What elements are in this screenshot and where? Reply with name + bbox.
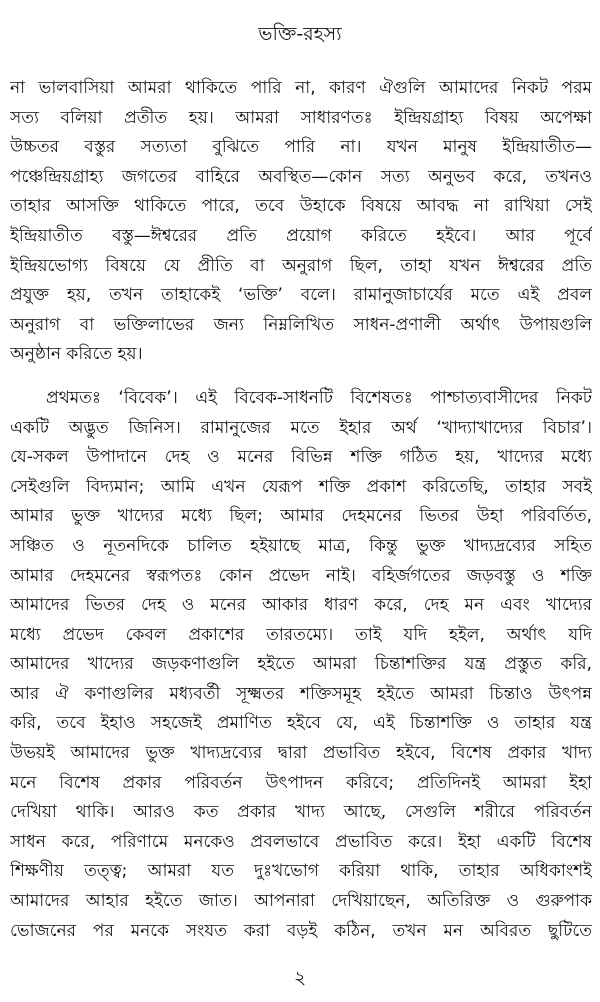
text-line: মনে বিশেষ প্রকার পরিবর্তন উৎপাদন করিবে; প্রতিদিনই আমরা ইহা	[10, 772, 592, 793]
text-line: দেখিয়া থাকি। আরও কত প্রকার খাদ্য আছে, সেগুলি শরীরে পরিবর্তন	[10, 802, 592, 823]
text-line: তাহার আসক্তি থাকিতে পারে, তবে উহাকে বিষয়ে আবদ্ধ না রাখিয়া সেই	[10, 196, 592, 217]
text-line: সাধন করে, পরিণামে মনকেও প্রবলভাবে প্রভাবিত করে। ইহা একটি বিশেষ	[10, 831, 592, 852]
page-title: ভক্তি-রহস্য	[258, 23, 342, 45]
text-line: আমাদের ভিতর দেহ ও মনের আকার ধারণ করে, দেহ মন এবং খাদ্যের	[10, 595, 592, 616]
text-line: আমার ভুক্ত খাদ্যের মধ্যে ছিল; আমার দেহমনের ভিতর উহা পরিবর্তিত,	[10, 506, 592, 527]
text-line: অনুরাগ বা ভক্তিলাভের জন্য নিম্নলিখিত সাধন-প্রণালী অর্থাৎ উপায়গুলি	[10, 314, 592, 335]
text-line: উভয়ই আমাদের ভুক্ত খাদ্যদ্রব্যের দ্বারা প্রভাবিত হইবে, বিশেষ প্রকার খাদ্য	[10, 743, 592, 764]
text-line: অনুষ্ঠান করিতে হয়।	[10, 344, 143, 365]
text-line: প্রযুক্ত হয়, তখন তাহাকেই ‘ভক্তি’ বলে। রামানুজাচার্যের মতে এই প্রবল	[10, 285, 592, 306]
text-line: না ভালবাসিয়া আমরা থাকিতে পারি না, কারণ ঐগুলি আমাদের নিকট পরম	[10, 78, 592, 98]
text-line: সত্য বলিয়া প্রতীত হয়। আমরা সাধারণতঃ ইন্দ্রিয়গ্রাহ্য বিষয় অপেক্ষা	[10, 107, 592, 128]
text-line: আর ঐ কণাগুলির মধ্যবর্তী সূক্ষ্মতর শক্তিসমূহ হইতে আমরা চিন্তাও উৎপন্ন	[10, 683, 592, 704]
text-line: আমাদের আহার হইতে জাত। আপনারা দেখিয়াছেন, অতিরিক্ত ও গুরুপাক	[10, 891, 592, 912]
text-line: সেইগুলি বিদ্যমান; আমি এখন যেরূপ শক্তি প্রকাশ করিতেছি, তাহার সবই	[10, 476, 592, 497]
text-line: পঞ্চেন্দ্রিয়গ্রাহ্য জগতের বাহিরে অবস্থিত—কোন সত্য অনুভব করে, তখনও	[10, 166, 592, 187]
text-line: আমার দেহমনের স্বরূপতঃ কোন প্রভেদ নাই। বহির্জগতের জড়বস্তু ও শক্তি	[10, 565, 592, 586]
text-line: সঞ্চিত ও নূতনদিকে চালিত হইয়াছে মাত্র, কিন্তু ভুক্ত খাদ্যদ্রব্যের সহিত	[10, 535, 592, 556]
text-line: শিক্ষণীয় তত্ত্ব; আমরা যত দুঃখভোগ করিয়া থাকি, তাহার অধিকাংশই	[10, 861, 592, 882]
text-line: প্রথমতঃ ‘বিবেক’। এই বিবেক-সাধনটি বিশেষতঃ পাশ্চাত্যবাসীদের নিকট	[46, 387, 592, 408]
text-line: ভোজনের পর মনকে সংযত করা বড়ই কঠিন, তখন মন অবিরত ছুটিতে	[10, 920, 592, 941]
paragraph-2	[10, 384, 592, 946]
text-line: ইন্দ্রিয়ভোগ্য বিষয়ে যে প্রীতি বা অনুরাগ ছিল, তাহা যখন ঈশ্বরের প্রতি	[10, 255, 592, 276]
text-line: একটি অদ্ভুত জিনিস। রামানুজের মতে ইহার অর্থ ‘খাদ্যাখাদ্যের বিচার’।	[10, 417, 592, 438]
body-text	[10, 74, 592, 946]
text-line: মধ্যে প্রভেদ কেবল প্রকাশের তারতম্যে। তাই যদি হইল, অর্থাৎ যদি	[10, 624, 592, 645]
paragraph-gap	[10, 370, 592, 384]
text-line: করি, তবে ইহাও সহজেই প্রমাণিত হইবে যে, এই চিন্তাশক্তি ও তাহার যন্ত্র	[10, 713, 592, 734]
paragraph-1	[10, 74, 592, 370]
page-number: ২	[293, 967, 307, 989]
text-line: ইন্দ্রিয়াতীত বস্তু—ঈশ্বরের প্রতি প্রয়োগ করিতে হইবে। আর পূর্বে	[10, 225, 592, 246]
text-line: উচ্চতর বস্তুর সত্যতা বুঝিতে পারি না। যখন মানুষ ইন্দ্রিয়াতীত—	[10, 137, 592, 158]
text-line: আমাদের খাদ্যের জড়কণাগুলি হইতে আমরা চিন্তাশক্তির যন্ত্র প্রস্তুত করি,	[10, 654, 592, 675]
text-line: যে-সকল উপাদানে দেহ ও মনের বিভিন্ন শক্তি গঠিত হয়, খাদ্যের মধ্যে	[10, 447, 592, 468]
